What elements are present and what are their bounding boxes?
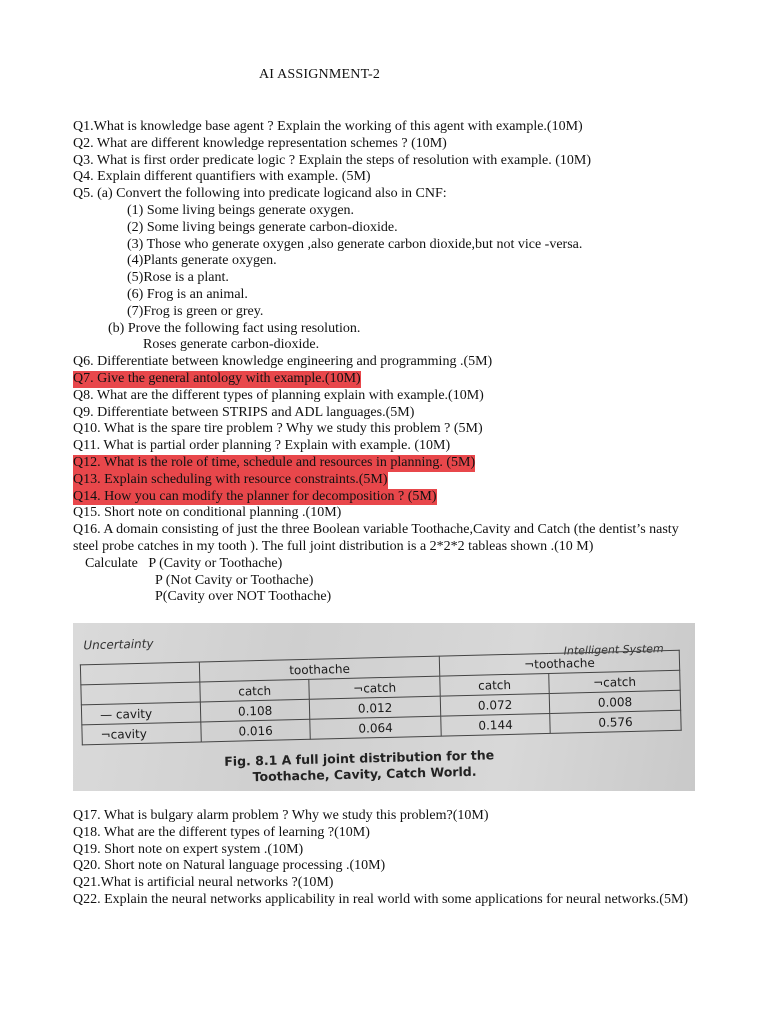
calc-item-1: P (Cavity or Toothache) <box>148 555 283 571</box>
question-q2: Q2. What are different knowledge representation schemes ? (10M) <box>73 135 447 151</box>
photo-book-label: Intelligent System <box>563 642 664 658</box>
question-q1: Q1.What is knowledge base agent ? Explain the working of this agent with example.(10M) <box>73 119 583 134</box>
q5-part-b-fact: Roses generate carbon-dioxide. <box>143 337 320 353</box>
question-q18: Q18. What are the different types of learning ?(10M) <box>73 824 370 840</box>
calculate-label: Calculate <box>85 555 138 571</box>
row-label-not-cavity: ¬cavity <box>82 722 201 745</box>
question-q12-highlighted: Q12. What is the role of time, schedule and resources in planning. (5M) <box>73 454 476 470</box>
q5-part-b: (b) Prove the following fact using resolution. <box>108 320 361 336</box>
question-q19: Q19. Short note on expert system .(10M) <box>73 841 304 857</box>
figure-caption <box>224 747 495 786</box>
q5-item-2: (2) Some living beings generate carbon-dioxide. <box>127 219 398 235</box>
calc-item-2: P (Not Cavity or Toothache) <box>155 572 314 588</box>
subheader-catch-1: catch <box>200 679 310 702</box>
table-cell: 0.108 <box>200 699 310 722</box>
question-q15: Q15. Short note on conditional planning .(10M) <box>73 505 342 521</box>
question-q21: Q21.What is artificial neural networks ?(10M) <box>73 875 334 891</box>
row-label-cavity: — cavity <box>81 702 200 725</box>
table-cell: 0.072 <box>440 693 550 716</box>
header-not-toothache: ¬toothache <box>439 650 679 676</box>
subheader-not-catch-1: ¬catch <box>309 676 440 699</box>
figure-caption-line-1: Fig. 8.1 A full joint distribution for the <box>224 747 495 769</box>
question-q9: Q9. Differentiate between STRIPS and ADL languages.(5M) <box>73 404 415 420</box>
question-q20: Q20. Short note on Natural language processing .(10M) <box>73 858 386 874</box>
header-toothache: toothache <box>199 656 439 682</box>
question-q10: Q10. What is the spare tire problem ? Why we study this problem ? (5M) <box>73 421 483 437</box>
q5-item-6: (6) Frog is an animal. <box>127 286 248 302</box>
question-q6: Q6. Differentiate between knowledge engineering and programming .(5M) <box>73 354 493 370</box>
calc-item-3: P(Cavity over NOT Toothache) <box>155 589 332 605</box>
table-cell: 0.064 <box>310 716 441 739</box>
question-q11: Q11. What is partial order planning ? Explain with example. (10M) <box>73 438 451 454</box>
table-cell: 0.012 <box>309 696 440 719</box>
photo-chapter-label: Uncertainty <box>83 636 154 653</box>
assignment-title: AI ASSIGNMENT-2 <box>259 67 381 82</box>
q5-item-3: (3) Those who generate oxygen ,also generate carbon dioxide,but not vice -versa. <box>127 236 583 252</box>
question-q3: Q3. What is first order predicate logic ? Explain the steps of resolution with example. (10M) <box>73 152 591 168</box>
table-cell: 0.008 <box>549 690 680 713</box>
question-q22: Q22. Explain the neural networks applicability in real world with some applications for neural networks.(5M) <box>73 891 689 907</box>
joint-distribution-table <box>80 650 682 746</box>
q5-item-7: (7)Frog is green or grey. <box>127 303 264 319</box>
q5-item-5: (5)Rose is a plant. <box>127 270 229 286</box>
question-q7-highlighted: Q7. Give the general antology with example.(10M) <box>73 370 361 386</box>
question-q8: Q8. What are the different types of planning explain with example.(10M) <box>73 387 484 403</box>
question-q4: Q4. Explain different quantifiers with example. (5M) <box>73 169 371 185</box>
questions-block-a <box>73 119 693 606</box>
q5-item-1: (1) Some living beings generate oxygen. <box>127 202 355 218</box>
q5-item-4: (4)Plants generate oxygen. <box>127 253 277 269</box>
questions-block-c <box>73 808 693 909</box>
calculate-row <box>73 556 693 573</box>
question-q5: Q5. (a) Convert the following into predicate logicand also in CNF: <box>73 186 447 202</box>
question-q13-highlighted: Q13. Explain scheduling with resource constraints.(5M) <box>73 471 388 487</box>
subheader-catch-2: catch <box>440 673 550 696</box>
subheader-not-catch-2: ¬catch <box>549 670 680 693</box>
joint-distribution-photo <box>73 623 695 791</box>
question-q14-highlighted: Q14. How you can modify the planner for decomposition ? (5M) <box>73 488 437 504</box>
table-cell: 0.144 <box>441 713 551 736</box>
question-q16: Q16. A domain consisting of just the three Boolean variable Toothache,Cavity and Catch (the dentist’s nasty steel probe catches in my tooth ). The full joint distribution is a 2*2*2 tableas shown .(10 M) <box>73 522 679 554</box>
table-cell: 0.016 <box>201 719 311 742</box>
figure-caption-line-2: Toothache, Cavity, Catch World. <box>252 763 477 785</box>
question-q17: Q17. What is bulgary alarm problem ? Why we study this problem?(10M) <box>73 808 489 823</box>
table-cell: 0.576 <box>550 710 681 733</box>
